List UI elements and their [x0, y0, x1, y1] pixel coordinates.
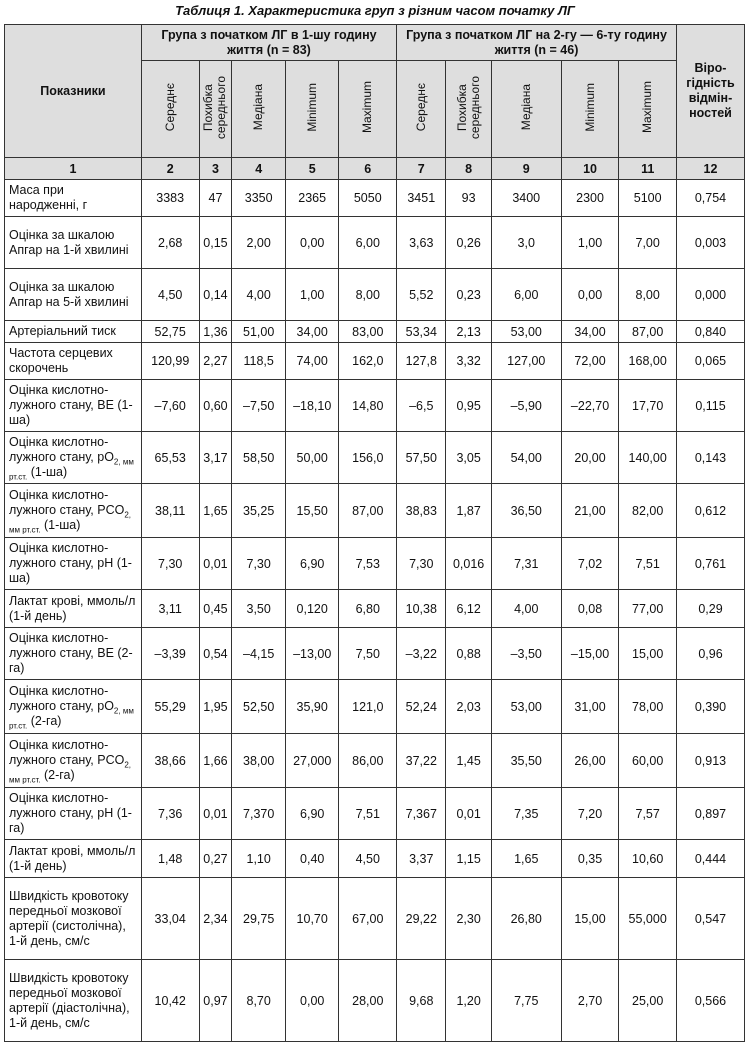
row-label-subscript: 2, мм рт.ст. — [9, 760, 132, 785]
value-cell: 25,00 — [619, 960, 677, 1042]
value-cell: 21,00 — [561, 484, 619, 538]
value-cell: 0,26 — [446, 217, 491, 269]
table-row — [5, 269, 745, 321]
value-cell: 53,00 — [491, 321, 561, 343]
significance-cell: 0,390 — [676, 680, 744, 734]
row-label: Оцінка кислотно-лужного стану, $PCO_{2, мм рт.ст.}$ (1-ша) — [5, 484, 142, 538]
row-label-subscript: 2, мм рт.ст. — [9, 457, 134, 482]
value-cell: 36,50 — [491, 484, 561, 538]
stat-header-max-g1: Maximum — [339, 61, 397, 158]
value-cell: 5100 — [619, 180, 677, 217]
value-cell: 86,00 — [339, 734, 397, 788]
value-cell: 10,38 — [397, 590, 446, 628]
value-cell: 0,54 — [199, 628, 232, 680]
value-cell: 14,80 — [339, 380, 397, 432]
value-cell: 1,36 — [199, 321, 232, 343]
value-cell: 3383 — [141, 180, 199, 217]
value-cell: –3,22 — [397, 628, 446, 680]
characteristics-table — [4, 24, 745, 1042]
value-cell: 82,00 — [619, 484, 677, 538]
value-cell: 127,8 — [397, 343, 446, 380]
value-cell: 120,99 — [141, 343, 199, 380]
value-cell: 47 — [199, 180, 232, 217]
value-cell: 0,00 — [285, 217, 339, 269]
value-cell: 9,68 — [397, 960, 446, 1042]
value-cell: 53,34 — [397, 321, 446, 343]
value-cell: –13,00 — [285, 628, 339, 680]
value-cell: 0,60 — [199, 380, 232, 432]
table-row — [5, 734, 745, 788]
value-cell: 58,50 — [232, 432, 286, 484]
value-cell: 15,50 — [285, 484, 339, 538]
row-label: Оцінка кислотно-лужного стану, pH (1-га) — [5, 788, 142, 840]
significance-cell: 0,566 — [676, 960, 744, 1042]
value-cell: 1,20 — [446, 960, 491, 1042]
table-row — [5, 788, 745, 840]
value-cell: 7,30 — [397, 538, 446, 590]
value-cell: 1,00 — [561, 217, 619, 269]
value-cell: 4,50 — [339, 840, 397, 878]
value-cell: 0,14 — [199, 269, 232, 321]
value-cell: 8,00 — [339, 269, 397, 321]
significance-cell: 0,754 — [676, 180, 744, 217]
value-cell: 4,00 — [491, 590, 561, 628]
significance-cell: 0,000 — [676, 269, 744, 321]
value-cell: 3,50 — [232, 590, 286, 628]
value-cell: 3,0 — [491, 217, 561, 269]
value-cell: 3400 — [491, 180, 561, 217]
value-cell: –4,15 — [232, 628, 286, 680]
value-cell: 53,00 — [491, 680, 561, 734]
significance-cell: 0,065 — [676, 343, 744, 380]
row-label: Маса при народженні, г — [5, 180, 142, 217]
value-cell: 26,00 — [561, 734, 619, 788]
table-row — [5, 380, 745, 432]
row-label: Оцінка кислотно-лужного стану, $pO_{2, мм рт.ст.}$ (2-га) — [5, 680, 142, 734]
value-cell: 2,00 — [232, 217, 286, 269]
value-cell: 55,29 — [141, 680, 199, 734]
value-cell: 3,05 — [446, 432, 491, 484]
table-row — [5, 680, 745, 734]
value-cell: 29,75 — [232, 878, 286, 960]
value-cell: 51,00 — [232, 321, 286, 343]
group2-header: Група з початком ЛГ на 2-гу — 6-ту годину життя (n = 46) — [397, 25, 677, 61]
table-body — [5, 180, 745, 1042]
column-number: 5 — [285, 158, 339, 180]
stat-header-sem-g1: Похибка середнього — [199, 61, 232, 158]
value-cell: 0,27 — [199, 840, 232, 878]
value-cell: 7,20 — [561, 788, 619, 840]
stat-header-mean-g2: Середнє — [397, 61, 446, 158]
value-cell: 7,35 — [491, 788, 561, 840]
table-row — [5, 343, 745, 380]
value-cell: 0,35 — [561, 840, 619, 878]
value-cell: 2,68 — [141, 217, 199, 269]
value-cell: 10,60 — [619, 840, 677, 878]
row-label: Оцінка кислотно-лужного стану, pH (1-ша) — [5, 538, 142, 590]
table-row — [5, 590, 745, 628]
value-cell: 15,00 — [619, 628, 677, 680]
significance-cell: 0,96 — [676, 628, 744, 680]
value-cell: 2,03 — [446, 680, 491, 734]
value-cell: 15,00 — [561, 878, 619, 960]
value-cell: 3,32 — [446, 343, 491, 380]
column-number: 11 — [619, 158, 677, 180]
value-cell: 140,00 — [619, 432, 677, 484]
table-row — [5, 432, 745, 484]
value-cell: –18,10 — [285, 380, 339, 432]
significance-cell: 0,29 — [676, 590, 744, 628]
value-cell: 7,51 — [619, 538, 677, 590]
value-cell: 7,53 — [339, 538, 397, 590]
value-cell: 0,00 — [561, 269, 619, 321]
table-row — [5, 321, 745, 343]
value-cell: 38,00 — [232, 734, 286, 788]
value-cell: –3,39 — [141, 628, 199, 680]
value-cell: 87,00 — [619, 321, 677, 343]
stat-header-mean-g1: Середнє — [141, 61, 199, 158]
value-cell: 7,367 — [397, 788, 446, 840]
value-cell: 0,01 — [446, 788, 491, 840]
column-number: 7 — [397, 158, 446, 180]
value-cell: 7,370 — [232, 788, 286, 840]
column-number: 1 — [5, 158, 142, 180]
row-label: Оцінка кислотно-лужного стану, $PCO_{2, мм рт.ст.}$ (2-га) — [5, 734, 142, 788]
table-header — [5, 25, 745, 180]
value-cell: 127,00 — [491, 343, 561, 380]
value-cell: 121,0 — [339, 680, 397, 734]
value-cell: 7,31 — [491, 538, 561, 590]
row-label: Швидкість кровотоку передньої мозкової артерії (систолічна), 1-й день, см/с — [5, 878, 142, 960]
table-row — [5, 217, 745, 269]
significance-cell: 0,003 — [676, 217, 744, 269]
column-number: 4 — [232, 158, 286, 180]
value-cell: 38,11 — [141, 484, 199, 538]
value-cell: 0,120 — [285, 590, 339, 628]
value-cell: 1,15 — [446, 840, 491, 878]
value-cell: 2365 — [285, 180, 339, 217]
value-cell: 118,5 — [232, 343, 286, 380]
value-cell: 87,00 — [339, 484, 397, 538]
value-cell: 0,00 — [285, 960, 339, 1042]
value-cell: 3350 — [232, 180, 286, 217]
stat-header-min-g1: Minimum — [285, 61, 339, 158]
column-number: 6 — [339, 158, 397, 180]
value-cell: 4,50 — [141, 269, 199, 321]
value-cell: –7,60 — [141, 380, 199, 432]
value-cell: 17,70 — [619, 380, 677, 432]
value-cell: 1,00 — [285, 269, 339, 321]
value-cell: 7,30 — [141, 538, 199, 590]
significance-cell: 0,143 — [676, 432, 744, 484]
value-cell: 1,65 — [199, 484, 232, 538]
value-cell: 3,11 — [141, 590, 199, 628]
value-cell: 2,34 — [199, 878, 232, 960]
value-cell: 72,00 — [561, 343, 619, 380]
value-cell: 8,70 — [232, 960, 286, 1042]
stat-header-median-g2: Медіана — [491, 61, 561, 158]
table-row — [5, 628, 745, 680]
row-label: Оцінка за шкалою Апгар на 1-й хвилині — [5, 217, 142, 269]
column-number-row — [5, 158, 745, 180]
value-cell: –7,50 — [232, 380, 286, 432]
value-cell: 26,80 — [491, 878, 561, 960]
value-cell: 7,50 — [339, 628, 397, 680]
value-cell: 7,51 — [339, 788, 397, 840]
value-cell: 0,01 — [199, 538, 232, 590]
stat-header-sem-g2: Похибка середнього — [446, 61, 491, 158]
table-row — [5, 180, 745, 217]
value-cell: 28,00 — [339, 960, 397, 1042]
value-cell: 6,90 — [285, 788, 339, 840]
significance-cell: 0,115 — [676, 380, 744, 432]
value-cell: 8,00 — [619, 269, 677, 321]
value-cell: 0,15 — [199, 217, 232, 269]
value-cell: 37,22 — [397, 734, 446, 788]
value-cell: –3,50 — [491, 628, 561, 680]
value-cell: –15,00 — [561, 628, 619, 680]
value-cell: 74,00 — [285, 343, 339, 380]
row-label: Лактат крові, ммоль/л (1-й день) — [5, 840, 142, 878]
value-cell: 3,63 — [397, 217, 446, 269]
value-cell: 1,87 — [446, 484, 491, 538]
value-cell: 2,30 — [446, 878, 491, 960]
table-row — [5, 538, 745, 590]
value-cell: –6,5 — [397, 380, 446, 432]
value-cell: 78,00 — [619, 680, 677, 734]
value-cell: 38,66 — [141, 734, 199, 788]
significance-cell: 0,547 — [676, 878, 744, 960]
value-cell: 1,65 — [491, 840, 561, 878]
significance-cell: 0,761 — [676, 538, 744, 590]
value-cell: 7,36 — [141, 788, 199, 840]
value-cell: 34,00 — [561, 321, 619, 343]
significance-cell: 0,444 — [676, 840, 744, 878]
value-cell: 0,40 — [285, 840, 339, 878]
stat-header-max-g2: Maximum — [619, 61, 677, 158]
significance-cell: 0,897 — [676, 788, 744, 840]
value-cell: 65,53 — [141, 432, 199, 484]
row-label: Частота серцевих скорочень — [5, 343, 142, 380]
value-cell: 55,000 — [619, 878, 677, 960]
value-cell: 4,00 — [232, 269, 286, 321]
value-cell: 54,00 — [491, 432, 561, 484]
value-cell: 7,00 — [619, 217, 677, 269]
value-cell: 1,45 — [446, 734, 491, 788]
value-cell: 60,00 — [619, 734, 677, 788]
row-label: Оцінка кислотно-лужного стану, BE (2-га) — [5, 628, 142, 680]
row-label: Артеріальний тиск — [5, 321, 142, 343]
table-row — [5, 484, 745, 538]
value-cell: 35,25 — [232, 484, 286, 538]
value-cell: 0,016 — [446, 538, 491, 590]
value-cell: 35,50 — [491, 734, 561, 788]
value-cell: 38,83 — [397, 484, 446, 538]
value-cell: 6,12 — [446, 590, 491, 628]
value-cell: 0,97 — [199, 960, 232, 1042]
value-cell: 93 — [446, 180, 491, 217]
value-cell: 156,0 — [339, 432, 397, 484]
value-cell: 7,30 — [232, 538, 286, 590]
significance-cell: 0,913 — [676, 734, 744, 788]
row-label: Швидкість кровотоку передньої мозкової артерії (діастолічна), 1-й день, см/с — [5, 960, 142, 1042]
row-label-subscript: 2, мм рт.ст. — [9, 510, 132, 535]
value-cell: 0,23 — [446, 269, 491, 321]
value-cell: 3,17 — [199, 432, 232, 484]
value-cell: 3451 — [397, 180, 446, 217]
column-number: 8 — [446, 158, 491, 180]
stat-header-median-g1: Медіана — [232, 61, 286, 158]
value-cell: 10,70 — [285, 878, 339, 960]
value-cell: 31,00 — [561, 680, 619, 734]
value-cell: 5,52 — [397, 269, 446, 321]
value-cell: 162,0 — [339, 343, 397, 380]
value-cell: 7,57 — [619, 788, 677, 840]
value-cell: 6,00 — [491, 269, 561, 321]
value-cell: 34,00 — [285, 321, 339, 343]
value-cell: 0,95 — [446, 380, 491, 432]
value-cell: 6,90 — [285, 538, 339, 590]
value-cell: 5050 — [339, 180, 397, 217]
value-cell: 35,90 — [285, 680, 339, 734]
value-cell: 7,75 — [491, 960, 561, 1042]
value-cell: –5,90 — [491, 380, 561, 432]
group1-header: Група з початком ЛГ в 1-шу годину життя (n = 83) — [141, 25, 396, 61]
value-cell: 50,00 — [285, 432, 339, 484]
significance-header: Віро- гідність відмін- ностей — [676, 25, 744, 158]
table-caption: Таблиця 1. Характеристика груп з різним часом початку ЛГ — [175, 3, 575, 18]
value-cell: 52,24 — [397, 680, 446, 734]
value-cell: 52,50 — [232, 680, 286, 734]
value-cell: 29,22 — [397, 878, 446, 960]
value-cell: 77,00 — [619, 590, 677, 628]
row-label: Оцінка за шкалою Апгар на 5-й хвилині — [5, 269, 142, 321]
table-row — [5, 878, 745, 960]
significance-cell: 0,612 — [676, 484, 744, 538]
value-cell: 6,00 — [339, 217, 397, 269]
row-label: Оцінка кислотно-лужного стану, BE (1-ша) — [5, 380, 142, 432]
stat-header-min-g2: Minimum — [561, 61, 619, 158]
value-cell: 6,80 — [339, 590, 397, 628]
column-number: 2 — [141, 158, 199, 180]
significance-cell: 0,840 — [676, 321, 744, 343]
table-row — [5, 840, 745, 878]
value-cell: 0,88 — [446, 628, 491, 680]
value-cell: 10,42 — [141, 960, 199, 1042]
value-cell: 3,37 — [397, 840, 446, 878]
value-cell: 27,000 — [285, 734, 339, 788]
value-cell: –22,70 — [561, 380, 619, 432]
indicators-header: Показники — [5, 25, 142, 158]
value-cell: 168,00 — [619, 343, 677, 380]
column-number: 12 — [676, 158, 744, 180]
value-cell: 1,10 — [232, 840, 286, 878]
column-number: 9 — [491, 158, 561, 180]
value-cell: 52,75 — [141, 321, 199, 343]
value-cell: 0,01 — [199, 788, 232, 840]
value-cell: 2,27 — [199, 343, 232, 380]
value-cell: 1,48 — [141, 840, 199, 878]
value-cell: 0,45 — [199, 590, 232, 628]
row-label: Лактат крові, ммоль/л (1-й день) — [5, 590, 142, 628]
value-cell: 33,04 — [141, 878, 199, 960]
column-number: 10 — [561, 158, 619, 180]
value-cell: 57,50 — [397, 432, 446, 484]
value-cell: 2,70 — [561, 960, 619, 1042]
value-cell: 20,00 — [561, 432, 619, 484]
value-cell: 7,02 — [561, 538, 619, 590]
table-row — [5, 960, 745, 1042]
value-cell: 2300 — [561, 180, 619, 217]
value-cell: 83,00 — [339, 321, 397, 343]
value-cell: 2,13 — [446, 321, 491, 343]
value-cell: 1,95 — [199, 680, 232, 734]
value-cell: 1,66 — [199, 734, 232, 788]
row-label-subscript: 2, мм рт.ст. — [9, 706, 134, 731]
column-number: 3 — [199, 158, 232, 180]
value-cell: 67,00 — [339, 878, 397, 960]
value-cell: 0,08 — [561, 590, 619, 628]
row-label: Оцінка кислотно-лужного стану, $pO_{2, мм рт.ст.}$ (1-ша) — [5, 432, 142, 484]
